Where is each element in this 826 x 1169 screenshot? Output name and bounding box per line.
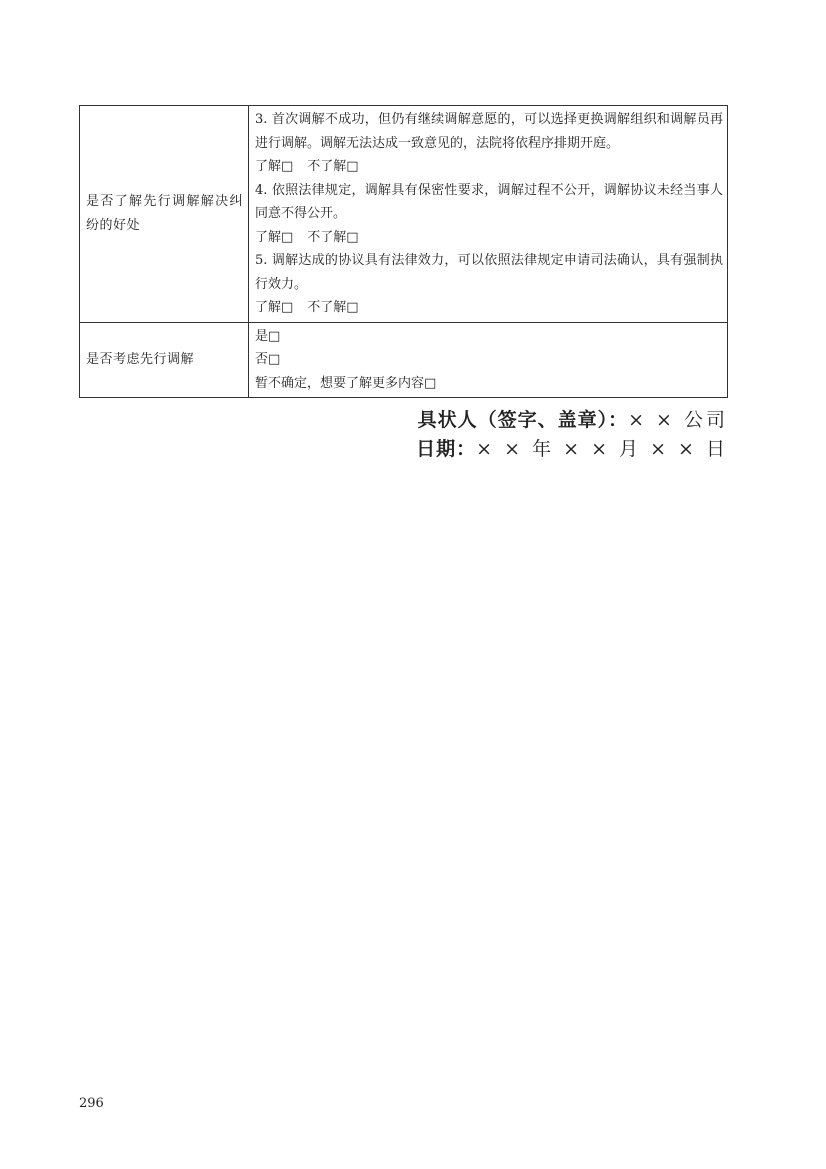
date-value: × × 年 × × 月 × × 日 bbox=[476, 438, 728, 460]
mediation-survey-table bbox=[79, 105, 728, 398]
date-label: 日期： bbox=[416, 438, 477, 460]
item-4-text: 4. 依照法律规定，调解具有保密性要求，调解过程不公开，调解协议未经当事人同意不得公开。 bbox=[255, 182, 723, 221]
item-3-understand-checkbox[interactable]: 了解□ bbox=[255, 159, 294, 174]
row-content-consider-mediation bbox=[249, 322, 728, 398]
date-line bbox=[416, 435, 728, 464]
choice-yes-checkbox[interactable]: 是□ bbox=[255, 328, 281, 344]
item-5-understand-checkbox[interactable]: 了解□ bbox=[255, 300, 294, 315]
signer-label: 具状人（签字、盖章）： bbox=[417, 409, 629, 431]
choice-undecided-checkbox[interactable]: 暂不确定，想要了解更多内容□ bbox=[255, 375, 437, 391]
item-4-options bbox=[255, 226, 723, 250]
table-row-consider-mediation bbox=[80, 322, 728, 398]
row-content-mediation-benefits bbox=[249, 106, 728, 323]
item-3-not-understand-checkbox[interactable]: 不了解□ bbox=[307, 159, 359, 174]
table-row-mediation-benefits bbox=[80, 106, 728, 323]
choice-no-checkbox[interactable]: 否□ bbox=[255, 352, 281, 367]
item-5-not-understand-checkbox[interactable]: 不了解□ bbox=[307, 300, 359, 315]
item-3-options bbox=[255, 155, 723, 179]
item-4-understand-checkbox[interactable]: 了解□ bbox=[255, 229, 294, 245]
signature-block bbox=[416, 406, 728, 464]
item-4-not-understand-checkbox[interactable]: 不了解□ bbox=[307, 229, 359, 245]
row-label-consider-mediation: 是否考虑先行调解 bbox=[80, 322, 249, 398]
item-3-text: 3. 首次调解不成功，但仍有继续调解意愿的，可以选择更换调解组织和调解员再进行调解。调解无法达成一致意见的，法院将依程序排期开庭。 bbox=[255, 112, 723, 151]
signer-line bbox=[416, 406, 728, 435]
row-label-mediation-benefits: 是否了解先行调解解决纠纷的好处 bbox=[80, 106, 249, 323]
signer-value: × × 公司 bbox=[628, 409, 728, 431]
page-number: 296 bbox=[79, 1096, 104, 1111]
item-5-text: 5. 调解达成的协议具有法律效力，可以依照法律规定申请司法确认，具有强制执行效力。 bbox=[255, 253, 723, 292]
item-5-options bbox=[255, 296, 723, 320]
